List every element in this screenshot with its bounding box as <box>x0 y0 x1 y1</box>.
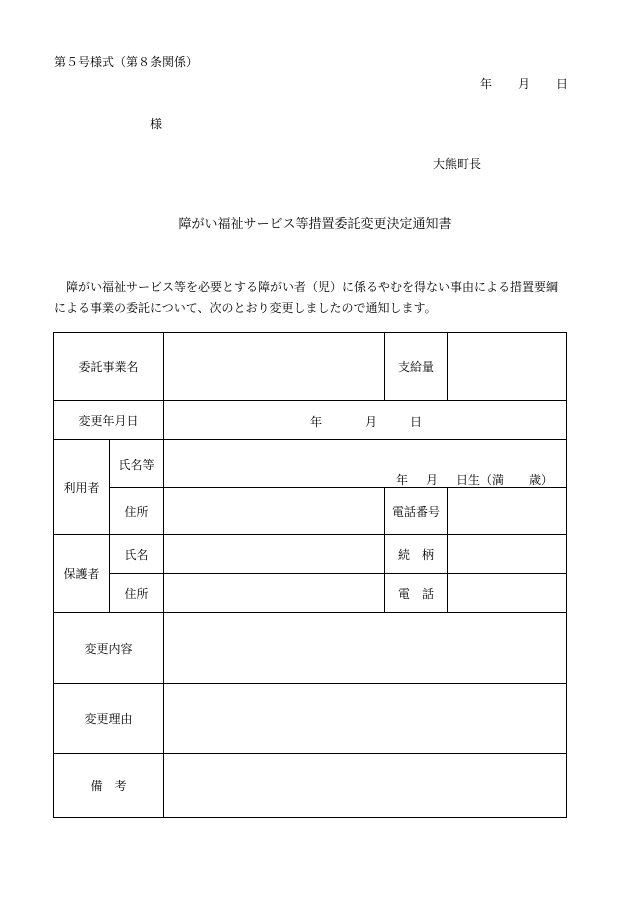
user-label: 利用者 <box>54 440 110 535</box>
change-reason-field[interactable] <box>164 684 567 754</box>
user-name-label: 氏名等 <box>110 440 164 488</box>
document-title: 障がい福祉サービス等措置委託変更決定通知書 <box>178 217 452 232</box>
relationship-label: 続 柄 <box>385 535 448 574</box>
phone-number-field[interactable] <box>448 488 567 535</box>
contractor-name-label: 委託事業名 <box>54 333 164 401</box>
supply-amount-field[interactable] <box>448 333 567 401</box>
change-date-label: 変更年月日 <box>54 401 164 440</box>
table-row <box>54 535 567 574</box>
guardian-address-field[interactable] <box>164 574 385 613</box>
notice-form-table <box>53 332 567 818</box>
body-line-1: 障がい福祉サービス等を必要とする障がい者（児）に係るやむを得ない事由による措置要綱 <box>66 280 559 294</box>
addressee-suffix: 様 <box>150 117 163 131</box>
change-date-field[interactable] <box>164 401 567 440</box>
dob-year: 年 <box>396 473 409 487</box>
table-row <box>54 613 567 684</box>
date-year-label: 年 <box>480 77 493 91</box>
guardian-name-label: 氏名 <box>110 535 164 574</box>
change-date-month: 月 <box>365 415 378 429</box>
remarks-label: 備 考 <box>54 754 164 818</box>
table-row <box>54 401 567 440</box>
issue-date <box>480 77 568 91</box>
user-address-field[interactable] <box>164 488 385 535</box>
phone-field[interactable] <box>448 574 567 613</box>
form-number: 第５号様式（第８条関係） <box>54 55 199 69</box>
change-content-label: 変更内容 <box>54 613 164 684</box>
date-month-label: 月 <box>518 77 531 91</box>
dob-day: 日生（満 <box>456 473 505 487</box>
table-row <box>54 333 567 401</box>
guardian-label: 保護者 <box>54 535 110 613</box>
dob-age: 歳） <box>529 473 554 487</box>
phone-number-label: 電話番号 <box>385 488 448 535</box>
issuer-name: 大熊町長 <box>433 157 482 171</box>
body-line-2: による事業の委託について、次のとおり変更しましたので通知します。 <box>54 301 437 315</box>
change-date-year: 年 <box>310 415 323 429</box>
change-reason-label: 変更理由 <box>54 684 164 754</box>
table-row <box>54 684 567 754</box>
phone-label: 電 話 <box>385 574 448 613</box>
relationship-field[interactable] <box>448 535 567 574</box>
guardian-address-label: 住所 <box>110 574 164 613</box>
change-content-field[interactable] <box>164 613 567 684</box>
guardian-name-field[interactable] <box>164 535 385 574</box>
date-day-label: 日 <box>556 77 569 91</box>
table-row <box>54 574 567 613</box>
contractor-name-field[interactable] <box>164 333 385 401</box>
user-name-field[interactable] <box>164 440 567 488</box>
remarks-field[interactable] <box>164 754 567 818</box>
user-address-label: 住所 <box>110 488 164 535</box>
change-date-day: 日 <box>410 415 423 429</box>
table-row <box>54 488 567 535</box>
dob-month: 月 <box>426 473 439 487</box>
table-row <box>54 754 567 818</box>
body-text <box>54 277 574 319</box>
supply-amount-label: 支給量 <box>385 333 448 401</box>
table-row <box>54 440 567 488</box>
